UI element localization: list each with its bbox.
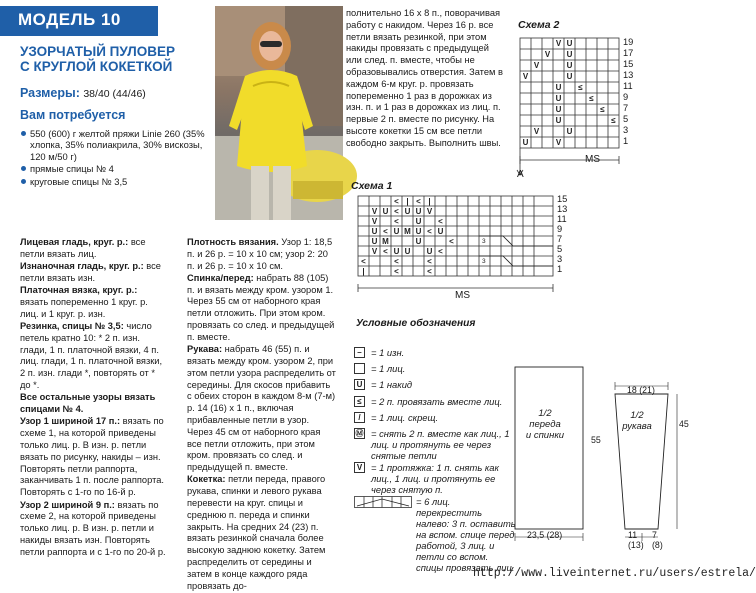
instructions-column-1 <box>20 237 168 559</box>
material-item: прямые спицы № 4 <box>20 163 216 174</box>
svg-text:V: V <box>533 127 540 136</box>
svg-text:|: | <box>362 267 365 276</box>
svg-text:U: U <box>566 72 573 81</box>
svg-text:U: U <box>555 83 562 92</box>
model-banner <box>0 6 158 36</box>
svg-text:|: | <box>406 197 409 206</box>
svg-text:U: U <box>566 61 573 70</box>
scheme-2-title: Схема 2 <box>518 19 560 31</box>
svg-text:U: U <box>404 247 411 256</box>
svg-text:U: U <box>415 227 422 236</box>
svg-text:U: U <box>393 247 400 256</box>
cable-symbol <box>354 496 412 510</box>
stitch-paragraph: Узор 1 шириной 17 п.: вязать по схеме 1, на которой приведены только лиц. р. В изн. р. петли вязать по рисунку, накиды – изн. Повторять петли раппорта, заканчивать 1 п. после раппорта. Повторять с 1-го по 16-й р. <box>20 416 164 498</box>
svg-text:<: < <box>394 267 399 276</box>
source-url: http://www.liveinternet.ru/users/estrela/ <box>473 567 756 580</box>
svg-text:V: V <box>371 217 378 226</box>
svg-text:<: < <box>427 267 432 276</box>
svg-text:U: U <box>566 39 573 48</box>
svg-text:V: V <box>522 72 529 81</box>
sizes-line <box>20 86 216 100</box>
sizes-value: 38/40 (44/46) <box>83 88 146 100</box>
svg-text:U: U <box>437 227 444 236</box>
svg-text:<: < <box>438 247 443 256</box>
sizes-label: Размеры: <box>20 86 80 100</box>
material-item: 550 (600) г желтой пряжи Linie 260 (35% хлопка, 35% полиакрила, 30% вискозы, 120 м/50 г) <box>20 128 216 162</box>
photo-illustration <box>215 6 343 220</box>
svg-text:<: < <box>394 207 399 216</box>
scheme-1-title: Схема 1 <box>351 180 393 192</box>
body-height-dimension: 55 <box>591 435 601 445</box>
stitch-paragraph: Резинка, спицы № 3,5: число петель кратно 10: * 2 п. изн. глади, 1 п. платочной вязки, 4 п. лиц. глади, 1 п. платочной вязки, 2 п. изн. глади *, повторять от * до *. <box>20 321 163 391</box>
model-photo <box>215 6 343 220</box>
svg-text:U: U <box>426 247 433 256</box>
svg-text:U: U <box>393 227 400 236</box>
materials-heading: Вам потребуется <box>20 108 126 122</box>
svg-text:V: V <box>426 207 433 216</box>
svg-text:U: U <box>371 237 378 246</box>
svg-text:<: < <box>427 257 432 266</box>
stitch-paragraph: Изнаночная гладь, круг. р.: все петли вязать изн. <box>20 261 161 283</box>
sleeve-bottom-dimension-a: 11 (13) <box>628 530 644 550</box>
svg-text:M: M <box>404 227 411 236</box>
instructions-column-2 <box>187 237 337 593</box>
legend-title: Условные обозначения <box>356 318 476 329</box>
sleeve-bottom-dimension-b: 7 (8) <box>652 530 663 550</box>
svg-text:|: | <box>428 197 431 206</box>
svg-text:M: M <box>382 237 389 246</box>
svg-text:<: < <box>427 227 432 236</box>
svg-text:<: < <box>394 217 399 226</box>
svg-text:<: < <box>361 257 366 266</box>
svg-text:3: 3 <box>482 238 486 245</box>
svg-text:V: V <box>544 50 551 59</box>
sleeve-top-dimension: 18 (21) <box>627 385 655 395</box>
instructions-column-3 <box>346 8 506 150</box>
svg-text:U: U <box>566 50 573 59</box>
svg-text:<: < <box>438 217 443 226</box>
svg-text:U: U <box>522 138 529 147</box>
svg-text:U: U <box>371 227 378 236</box>
materials-list <box>20 128 216 187</box>
svg-text:3: 3 <box>482 258 486 265</box>
svg-text:U: U <box>404 207 411 216</box>
instruction-paragraph: полнительно 16 х 8 п., поворачивая работу с накидом. Через 16 р. все петли вязать резинкой, при этом накиды провязать с предыдущей или след. п. вместе, чтобы не образовывались отверстия. Затем в каждом 6-м круг. р. провязать попеременно 1 раз в дорожках из изн. п. и 1 раз в дорожках из лиц. п. первые 2 п. вместе по рисунку. На высоте кокетки 15 см все петли свободно закрыть. Выполнить швы. <box>346 8 503 148</box>
svg-text:U: U <box>415 207 422 216</box>
k2tog-symbol: ≤ <box>354 396 365 407</box>
garment-schematic <box>510 362 700 552</box>
sleeve-height-dimension: 45 <box>679 419 689 429</box>
svg-text:<: < <box>383 247 388 256</box>
knit-symbol <box>354 363 365 374</box>
stitch-paragraph: Платочная вязка, круг. р.: вязать попеременно 1 круг. р. лиц. и 1 круг. р. изн. <box>20 285 148 319</box>
scheme-1-row-numbers: 15 13 11 9 7 5 3 1 <box>557 194 568 274</box>
yarn-over-symbol: U <box>354 379 365 390</box>
intro-section <box>6 44 216 188</box>
instruction-paragraph: Кокетка: петли переда, правого рукава, спинки и левого рукава перевести на круг. спицы и среднюю п. переда и спинки закрыть. На средних 24 (23) п. вязать резинкой сначала более высокую заднюю кокетку. Затем распределить от середины и затем в конце каждого ряда провязать до- <box>187 474 326 591</box>
scheme-2-ms-label: MS <box>585 154 600 165</box>
instruction-paragraph: Рукава: набрать 46 (55) п. и вязать между кром. узором 2, при этом петли узора распределить от середины. Для скосов прибавить с обеих сторон в каждом 8-м (7-м) р. 14 (16) х 1 п., включая прибавленные петли в узор. Через 45 см от наборного края все петли отложить, при этом кром. провязать со след. и предыдущей п. вместе. <box>187 344 336 473</box>
svg-text:U: U <box>555 94 562 103</box>
svg-text:V: V <box>371 207 378 216</box>
instruction-paragraph: Спинка/перед: набрать 88 (105) п. и вязать между кром. узором 1. Через 55 см от наборного края петли отложить. При этом кром. провязать со след. и предыдущей п. вместе. <box>187 272 335 342</box>
svg-text:≤: ≤ <box>600 105 605 114</box>
stitch-paragraph: Лицевая гладь, круг. р.: все петли вязать лиц. <box>20 237 146 259</box>
purl-symbol: – <box>354 347 365 358</box>
sleeve-piece-label: 1/2 рукава <box>622 410 652 432</box>
stitch-paragraph: Узор 2 шириной 9 п.: вязать по схеме 2, на которой приведены только лиц. р. В изн. р. петли и накиды вязать изн. Повторять петли раппорта и с 1-го по 20-й р. <box>20 499 166 557</box>
body-piece-outline <box>515 367 583 529</box>
svg-text:V: V <box>371 247 378 256</box>
stitch-paragraph: Все остальные узоры вязать спицами № 4. <box>20 392 156 415</box>
twisted-knit-symbol: / <box>354 412 365 423</box>
svg-text:V: V <box>555 138 562 147</box>
svg-text:<: < <box>383 227 388 236</box>
double-decrease-symbol: Ⓜ <box>355 429 364 438</box>
scheme-2-arrow-label: A <box>517 169 524 180</box>
svg-text:<: < <box>416 197 421 206</box>
material-item: круговые спицы № 3,5 <box>20 176 216 187</box>
svg-text:≤: ≤ <box>611 116 616 125</box>
scheme-1-ms-label: MS <box>455 290 470 301</box>
svg-text:U: U <box>555 105 562 114</box>
scheme-2-row-numbers: 19 17 15 13 11 9 7 5 3 1 <box>623 37 634 146</box>
body-piece-label: 1/2 переда и спинки <box>525 408 565 441</box>
svg-text:<: < <box>394 257 399 266</box>
model-title: МОДЕЛЬ 10 <box>18 10 121 29</box>
svg-text:<: < <box>449 237 454 246</box>
instruction-paragraph: Плотность вязания. Узор 1: 18,5 п. и 26 р. = 10 х 10 см; узор 2: 20 п. и 26 р. = 10 х 10 см. <box>187 237 333 271</box>
svg-text:≤: ≤ <box>578 83 583 92</box>
scheme-1-chart <box>353 192 563 302</box>
svg-text:U: U <box>382 207 389 216</box>
svg-text:U: U <box>555 116 562 125</box>
svg-text:U: U <box>415 237 422 246</box>
body-width-dimension: 23,5 (28) <box>527 530 563 540</box>
svg-text:V: V <box>555 39 562 48</box>
svg-text:V: V <box>533 61 540 70</box>
svg-text:<: < <box>394 197 399 206</box>
svg-text:U: U <box>415 217 422 226</box>
garment-title: УЗОРЧАТЫЙ ПУЛОВЕР С КРУГЛОЙ КОКЕТКОЙ <box>20 44 175 74</box>
ssk-symbol: V <box>354 462 365 473</box>
svg-text:U: U <box>566 127 573 136</box>
svg-text:≤: ≤ <box>589 94 594 103</box>
